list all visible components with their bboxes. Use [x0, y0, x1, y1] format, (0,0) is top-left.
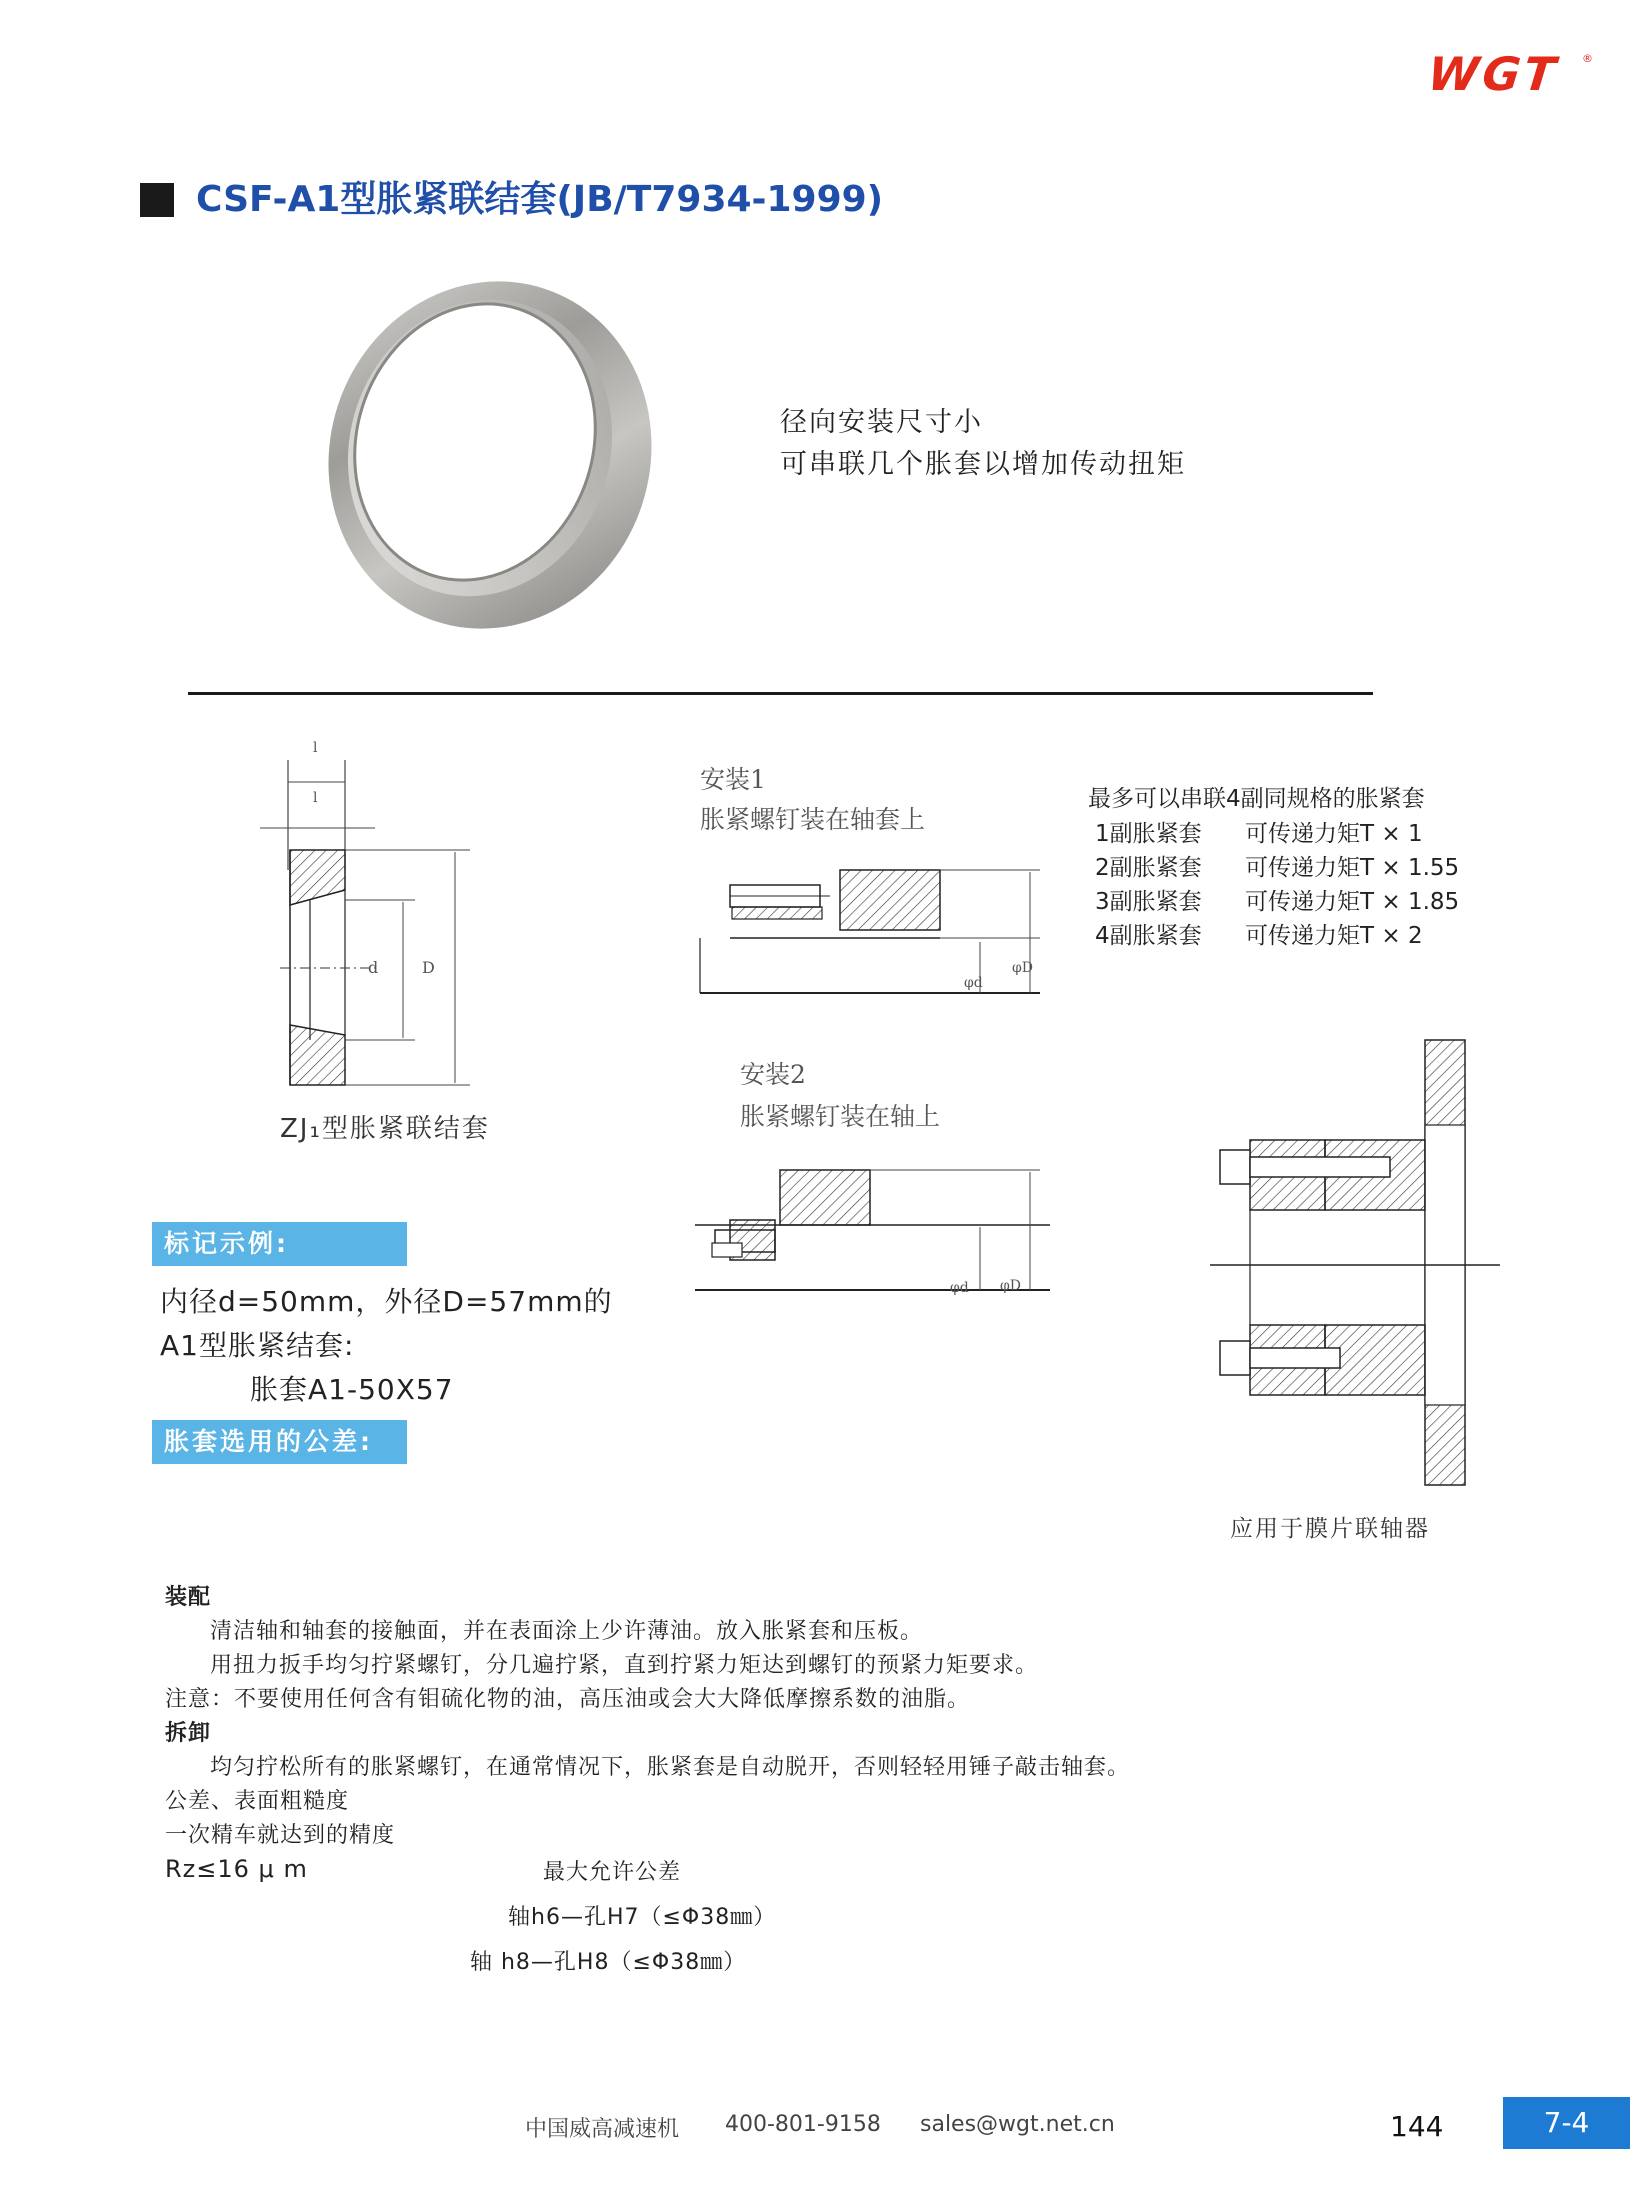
part-section-drawing [255, 740, 505, 1100]
series-torque: 可传递力矩T × 1 [1245, 821, 1423, 847]
section-divider [188, 692, 1373, 695]
section-badge: 7-4 [1503, 2097, 1630, 2149]
series-torque: 可传递力矩T × 2 [1245, 923, 1423, 949]
series-count: 1副胀紧套 [1095, 821, 1202, 847]
roughness-value: Rz≤16 μ m [165, 1855, 308, 1883]
coupling-drawing [1210, 1035, 1500, 1495]
assembly-note: 注意：不要使用任何含有钼硫化物的油，高压油或会大大降低摩擦系数的油脂。 [165, 1687, 971, 1712]
install1-drawing [690, 860, 1060, 1010]
marking-tag: 标记示例: [152, 1222, 407, 1266]
series-count: 3副胀紧套 [1095, 889, 1202, 915]
install1-phi-d: φd [964, 975, 983, 991]
series-row-1 [1095, 815, 1423, 848]
series-torque: 可传递力矩T × 1.85 [1245, 889, 1460, 915]
series-count: 4副胀紧套 [1095, 923, 1202, 949]
series-heading: 最多可以串联4副同规格的胀紧套 [1088, 786, 1425, 812]
feature-2: 可串联几个胀套以增加传动扭矩 [780, 449, 1186, 480]
install1-title: 安装1 [700, 765, 766, 794]
fit-h6-h7: 轴h6—孔H7（≤Φ38㎜） [508, 1905, 777, 1930]
title-bullet [140, 183, 174, 217]
fit-h8-h8: 轴 h8—孔H8（≤Φ38㎜） [470, 1950, 747, 1975]
dim-l-mid: l [313, 790, 318, 806]
series-row-4 [1095, 917, 1423, 950]
install2-title: 安装2 [740, 1060, 806, 1089]
part-caption: ZJ₁型胀紧联结套 [280, 1114, 490, 1144]
marking-line-1: 内径d=50mm，外径D=57mm的 [160, 1285, 613, 1318]
marking-line-2: A1型胀紧结套: [160, 1329, 355, 1362]
install2-phi-D: φD [1000, 1278, 1022, 1294]
install1-desc: 胀紧螺钉装在轴套上 [700, 805, 926, 834]
tolerance-tag: 胀套选用的公差: [152, 1420, 407, 1464]
install1-phi-D: φD [1012, 960, 1034, 976]
assembly-title: 装配 [165, 1585, 212, 1610]
ring-photo [315, 270, 655, 640]
series-row-3 [1095, 883, 1460, 916]
footer-phone: 400-801-9158 [725, 2112, 881, 2137]
marking-line-3: 胀套A1-50X57 [250, 1373, 454, 1406]
footer-company: 中国威高减速机 [525, 2117, 680, 2142]
page-title: CSF-A1型胀紧联结套(JB/T7934-1999) [196, 179, 884, 220]
page-number: 144 [1390, 2110, 1444, 2143]
disassembly-title: 拆卸 [165, 1721, 212, 1746]
dim-D: D [422, 958, 435, 977]
install2-desc: 胀紧螺钉装在轴上 [740, 1102, 941, 1131]
dim-d: d [368, 958, 379, 977]
coupling-caption: 应用于膜片联轴器 [1230, 1516, 1430, 1542]
dim-l-top: l [313, 740, 318, 756]
series-torque: 可传递力矩T × 1.55 [1245, 855, 1460, 881]
series-row-2 [1095, 849, 1460, 882]
assembly-step-1: 清洁轴和轴套的接触面，并在表面涂上少许薄油。放入胀紧套和压板。 [210, 1619, 924, 1644]
footer-email: sales@wgt.net.cn [920, 2112, 1115, 2137]
assembly-step-2: 用扭力扳手均匀拧紧螺钉，分几遍拧紧，直到拧紧力矩达到螺钉的预紧力矩要求。 [210, 1653, 1039, 1678]
tolerance-surface: 公差、表面粗糙度 [165, 1789, 350, 1814]
wgt-logo: WGT [1425, 47, 1562, 101]
max-tolerance-label: 最大允许公差 [543, 1860, 682, 1885]
feature-1: 径向安装尺寸小 [780, 407, 983, 438]
disassembly-step-1: 均匀拧松所有的胀紧螺钉，在通常情况下，胀紧套是自动脱开，否则轻轻用锤子敲击轴套。 [210, 1755, 1131, 1780]
install2-phi-d: φd [950, 1280, 969, 1296]
registered-mark: ® [1582, 52, 1593, 65]
series-count: 2副胀紧套 [1095, 855, 1202, 881]
precision-text: 一次精车就达到的精度 [165, 1823, 396, 1848]
